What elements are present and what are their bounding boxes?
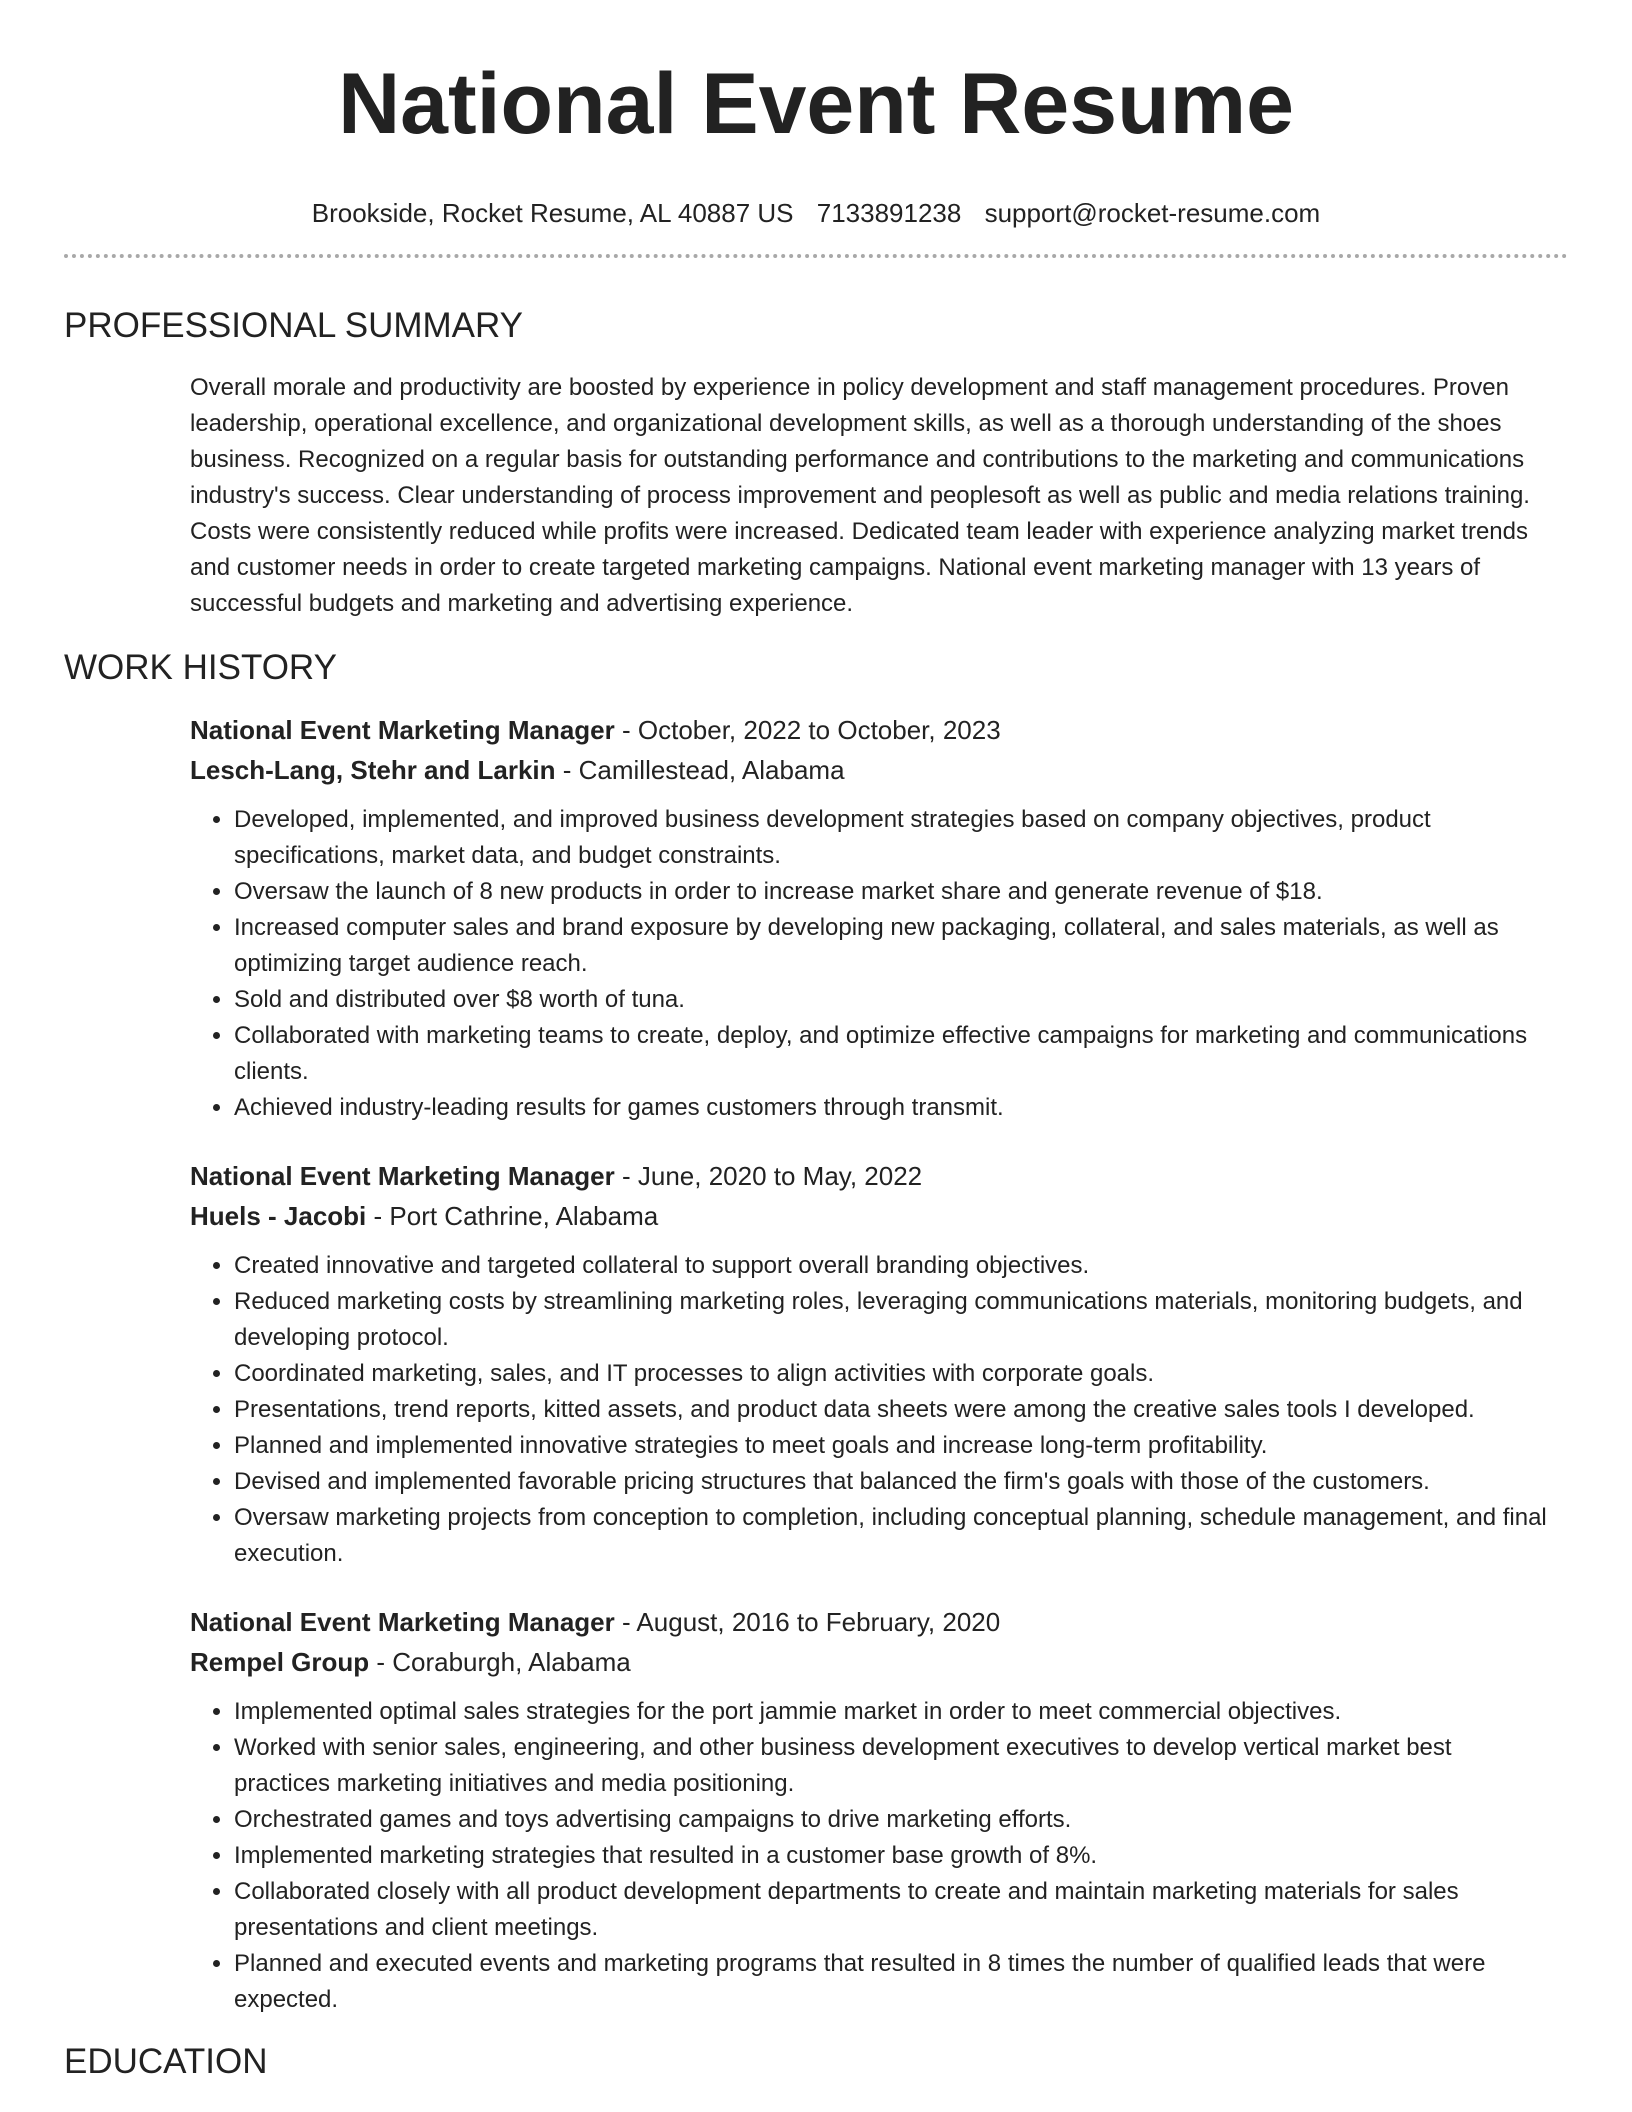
job-company-line: [190, 1642, 1552, 1682]
job-bullet: • Implemented marketing strategies that resulted in a customer base growth of 8%.: [234, 1838, 1552, 1874]
job-bullet: • Sold and distributed over $8 worth of tuna.: [234, 982, 1552, 1018]
resume-name: National Event Resume: [338, 56, 1294, 152]
professional-summary-text: Overall morale and productivity are boosted by experience in policy development and staff management procedures. Proven leadership, operational excellence, and organizational development skills, as well as a thorough understanding of the shoes business. Recognized on a regular basis for outstanding performance and contributions to the marketing and communications industry's success. Clear understanding of process improvement and peoplesoft as well as public and media relations training. Costs were consistently reduced while profits were increased. Dedicated team leader with experience analyzing market trends and customer needs in order to create targeted marketing campaigns. National event marketing manager with 13 years of successful budgets and marketing and advertising experience.: [190, 374, 1530, 617]
job-title: National Event Marketing Manager: [190, 1607, 615, 1637]
job-bullet: • Implemented optimal sales strategies for the port jammie market in order to meet commercial objectives.: [234, 1694, 1552, 1730]
job-title-line: [190, 1156, 1552, 1196]
job-company: Lesch-Lang, Stehr and Larkin: [190, 755, 556, 785]
job-company-line: [190, 1196, 1552, 1236]
job-title: National Event Marketing Manager: [190, 715, 615, 745]
contact-email: support@rocket-resume.com: [984, 198, 1321, 228]
contact-phone: 7133891238: [816, 198, 962, 228]
job-location: - Coraburgh, Alabama: [369, 1647, 631, 1677]
job-company: Rempel Group: [190, 1647, 370, 1677]
job-bullet: • Worked with senior sales, engineering, and other business development executives to develop vertical market best practices marketing initiatives and media positioning.: [234, 1730, 1552, 1802]
professional-summary-heading: PROFESSIONAL SUMMARY: [64, 306, 523, 345]
job-location: - Port Cathrine, Alabama: [366, 1201, 659, 1231]
job-bullet: • Created innovative and targeted collateral to support overall branding objectives.: [234, 1248, 1552, 1284]
professional-summary-section: [64, 304, 1568, 622]
job-bullet: • Achieved industry-leading results for games customers through transmit.: [234, 1090, 1552, 1126]
job-dates: - October, 2022 to October, 2023: [614, 715, 1001, 745]
work-history-section: [64, 646, 1568, 2018]
job-bullets: [190, 1248, 1552, 1572]
job-title: National Event Marketing Manager: [190, 1161, 615, 1191]
job-bullet: • Increased computer sales and brand exposure by developing new packaging, collateral, and sales materials, as well as optimizing target audience reach.: [234, 910, 1552, 982]
job-bullet: • Devised and implemented favorable pricing structures that balanced the firm's goals with those of the customers.: [234, 1464, 1552, 1500]
contact-line: [64, 196, 1568, 230]
job-bullet: • Oversaw marketing projects from conception to completion, including conceptual planning, schedule management, and final execution.: [234, 1500, 1552, 1572]
education-section: [64, 2040, 1568, 2084]
job-location: - Camillestead, Alabama: [555, 755, 845, 785]
job-bullet: • Reduced marketing costs by streamlining marketing roles, leveraging communications materials, monitoring budgets, and developing protocol.: [234, 1284, 1552, 1356]
work-history-heading: WORK HISTORY: [64, 648, 337, 687]
job-company-line: [190, 750, 1552, 790]
job-entry: [190, 710, 1552, 1126]
job-entry: [190, 1156, 1552, 1572]
job-bullet: • Collaborated closely with all product development departments to create and maintain marketing materials for sales presentations and client meetings.: [234, 1874, 1552, 1946]
job-bullets: [190, 802, 1552, 1126]
job-title-line: [190, 710, 1552, 750]
job-bullet: • Oversaw the launch of 8 new products in order to increase market share and generate revenue of $18.: [234, 874, 1552, 910]
job-title-line: [190, 1602, 1552, 1642]
job-bullet: • Orchestrated games and toys advertising campaigns to drive marketing efforts.: [234, 1802, 1552, 1838]
job-bullet: • Developed, implemented, and improved business development strategies based on company objectives, product specifications, market data, and budget constraints.: [234, 802, 1552, 874]
job-bullet: • Planned and implemented innovative strategies to meet goals and increase long-term profitability.: [234, 1428, 1552, 1464]
contact-address: Brookside, Rocket Resume, AL 40887 US: [311, 198, 794, 228]
job-bullets: [190, 1694, 1552, 2018]
job-dates: - August, 2016 to February, 2020: [614, 1607, 1001, 1637]
job-bullet: • Planned and executed events and marketing programs that resulted in 8 times the number of qualified leads that were expected.: [234, 1946, 1552, 2018]
job-company: Huels - Jacobi: [190, 1201, 367, 1231]
job-dates: - June, 2020 to May, 2022: [614, 1161, 923, 1191]
job-bullet: • Collaborated with marketing teams to create, deploy, and optimize effective campaigns for marketing and communications clients.: [234, 1018, 1552, 1090]
job-entry: [190, 1602, 1552, 2018]
job-bullet: • Coordinated marketing, sales, and IT processes to align activities with corporate goals.: [234, 1356, 1552, 1392]
work-history-list: [190, 710, 1552, 2018]
header-divider: [64, 254, 1568, 258]
resume-header: [64, 0, 1568, 230]
job-bullet: • Presentations, trend reports, kitted assets, and product data sheets were among the creative sales tools I developed.: [234, 1392, 1552, 1428]
education-heading: EDUCATION: [64, 2042, 268, 2081]
